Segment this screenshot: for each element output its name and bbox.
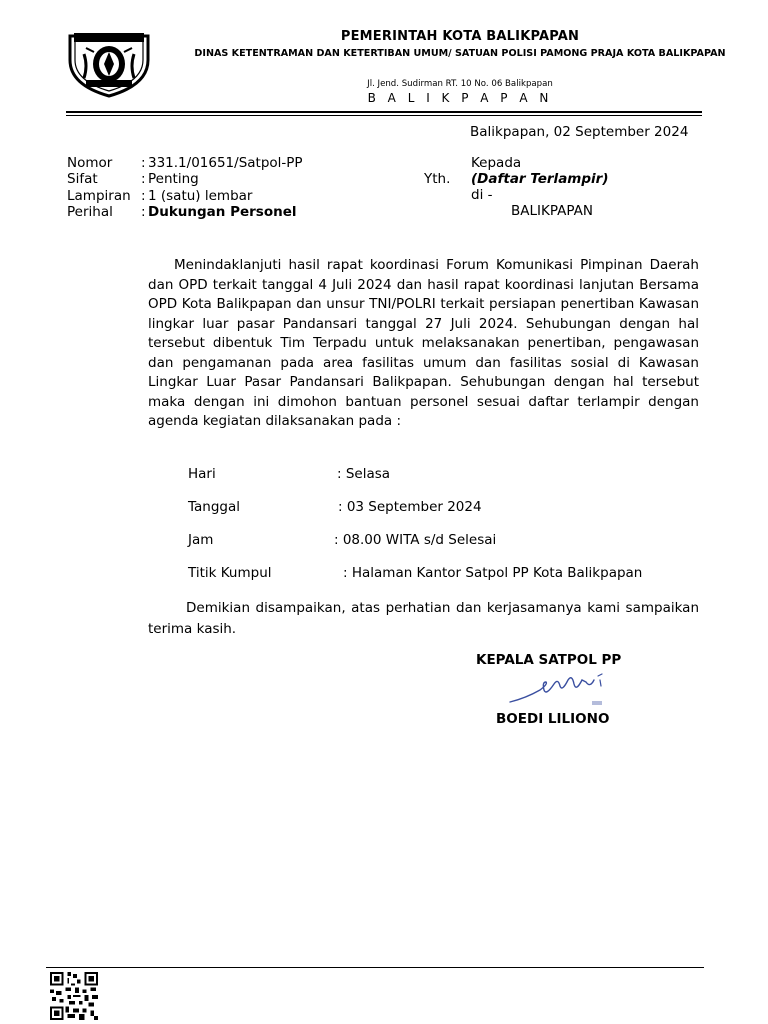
addressee-recipient: (Daftar Terlampir) [471, 171, 609, 187]
signatory-title: KEPALA SATPOL PP [476, 652, 622, 668]
letter-date: Balikpapan, 02 September 2024 [470, 124, 689, 140]
body-paragraph: Menindaklanjuti hasil rapat koordinasi Forum Komunikasi Pimpinan Daerah dan OPD terkait tanggal 4 Juli 2024 dan hasil rapat koordinasi lanjutan Bersama OPD Kota Balikpapan dan unsur TNI/POLRI terkait persiapan penertiban Kawasan lingkar luar pasar Pandansari tanggal 27 Juli 2024. Sehubungan dengan hal tersebut dibentuk Tim Terpadu untuk melaksanakan penertiban, pengawasan dan pengamanan pada area fasilitas umum dan fasilitas sosial di Kawasan Lingkar Luar Pasar Pandansari Balikpapan. Sehubungan dengan hal tersebut maka dengan ini dimohon bantuan personel sesuai daftar terlampir dengan agenda kegiatan dilaksanakan pada : [148, 257, 699, 429]
nomor-colon: : [141, 155, 146, 171]
letterhead-department: DINAS KETENTRAMAN DAN KETERTIBAN UMUM/ SATUAN POLISI PAMONG PRAJA KOTA BALIKPAPAN [194, 48, 726, 59]
addressee-city: BALIKPAPAN [511, 203, 593, 219]
nomor-value: 331.1/01651/Satpol-PP [148, 155, 303, 171]
letterhead-government: PEMERINTAH KOTA BALIKPAPAN [340, 29, 580, 44]
lampiran-value: 1 (satu) lembar [148, 188, 253, 204]
letterhead-city: B A L I K P A P A N [367, 91, 553, 105]
sifat-label: Sifat [67, 171, 98, 187]
detail-label-titik-kumpul: Titik Kumpul [188, 565, 272, 581]
perihal-value: Dukungan Personel [148, 204, 297, 220]
perihal-label: Perihal [67, 204, 113, 220]
detail-label-hari: Hari [188, 466, 216, 482]
addressee-yth: Yth. [424, 171, 451, 187]
detail-label-tanggal: Tanggal [188, 499, 241, 515]
addressee-kepada: Kepada [471, 155, 522, 171]
letterhead-divider-thin [66, 115, 702, 116]
closing-paragraph: Demikian disampaikan, atas perhatian dan kerjasamanya kami sampaikan terima kasih. [148, 600, 699, 637]
lampiran-colon: : [141, 188, 146, 204]
detail-value-titik-kumpul: : Halaman Kantor Satpol PP Kota Balikpapan [343, 565, 643, 581]
sifat-colon: : [141, 171, 146, 187]
handwritten-signature [506, 670, 616, 710]
qr-code-icon [50, 972, 98, 1020]
nomor-label: Nomor [67, 155, 113, 171]
detail-value-hari: : Selasa [337, 466, 391, 482]
city-emblem-icon [64, 30, 154, 98]
footer-divider [46, 967, 704, 968]
letterhead-divider-thick [66, 111, 702, 113]
perihal-colon: : [141, 204, 146, 220]
signatory-name: BOEDI LILIONO [496, 711, 610, 727]
detail-value-jam: : 08.00 WITA s/d Selesai [334, 532, 497, 548]
letterhead-address: Jl. Jend. Sudirman RT. 10 No. 06 Balikpapan [367, 79, 553, 89]
addressee-di: di - [471, 187, 493, 203]
detail-label-jam: Jam [188, 532, 214, 548]
sifat-value: Penting [148, 171, 199, 187]
lampiran-label: Lampiran [67, 188, 131, 204]
detail-value-tanggal: : 03 September 2024 [338, 499, 482, 515]
